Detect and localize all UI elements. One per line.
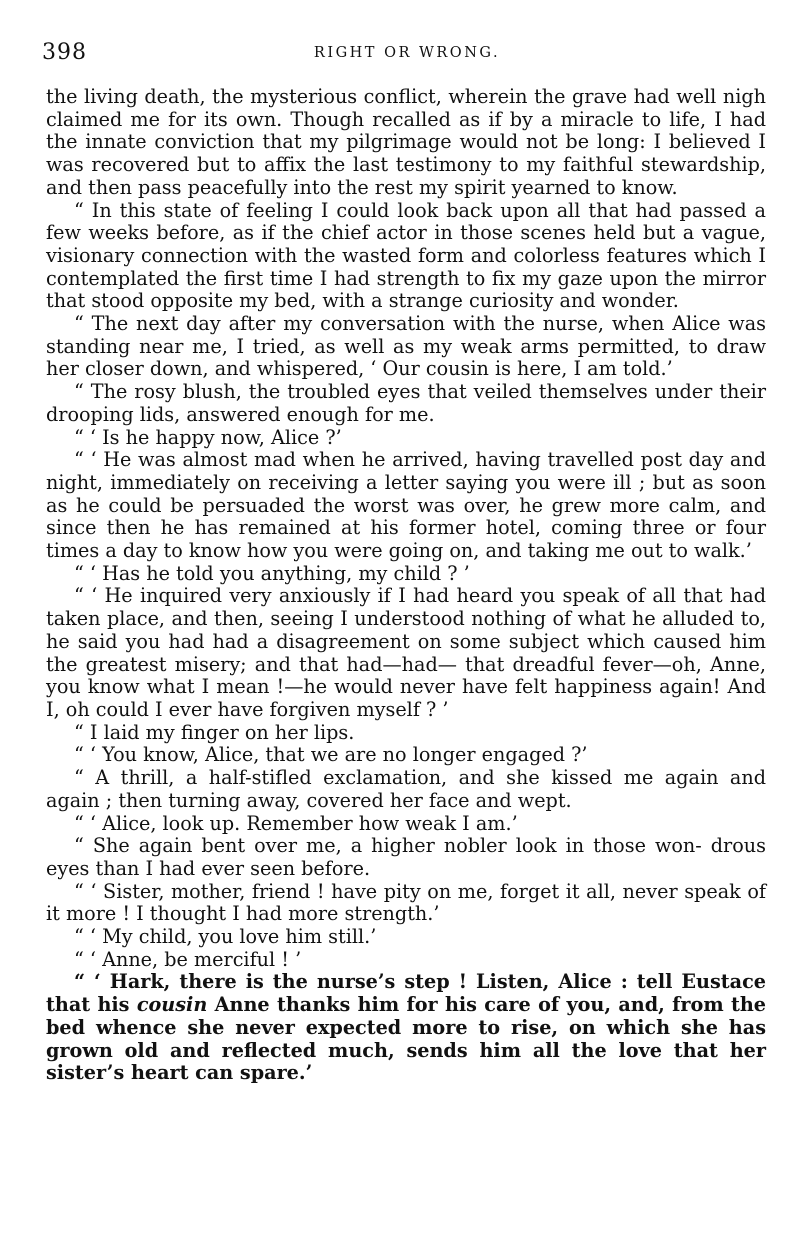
paragraph: the living death, the mysterious conflict, wherein the grave had well nigh claimed me for its own. Though recalled as if by a miracle to life, I had the innate conviction that my pilgrimage would not be long: I believed I was recovered but to affix the last testimony to my faithful stewardship, and then pass peacefully into the rest my spirit yearned to know. xyxy=(46,85,766,199)
paragraph: “ The rosy blush, the troubled eyes that veiled themselves under their drooping lids, answered enough for me. xyxy=(46,380,766,426)
emphasized-word: cousin xyxy=(136,993,208,1017)
running-title: RIGHT OR WRONG. xyxy=(313,45,501,61)
paragraph: “ A thrill, a half-stifled exclamation, and she kissed me again and again ; then turning away, covered her face and wept. xyxy=(46,766,766,812)
paragraph: “ She again bent over me, a higher nobler look in those won- drous eyes than I had ever seen before. xyxy=(46,834,766,880)
paragraph: “ ‘ Anne, be merciful ! ’ xyxy=(74,947,302,971)
final-paragraph xyxy=(46,971,766,1085)
paragraph: “ ‘ He was almost mad when he arrived, having travelled post day and night, immediately on receiving a letter saying you were ill ; but as soon as he could be persuaded the worst was over, he grew more calm, and since then he has remained at his former hotel, coming three or four times a day to know how you were going on, and taking me out to walk.’ xyxy=(46,448,766,563)
paragraph: “ In this state of feeling I could look back upon all that had passed a few weeks before, as if the chief actor in those scenes held but a vague, visionary connection with the wasted form and colorless features which I contemplated the first time I had strength to fix my gaze upon the mirror that stood opposite my bed, with a strange curiosity and wonder. xyxy=(46,198,766,313)
paragraph: “ The next day after my conversation with the nurse, when Alice was standing near me, I tried, as well as my weak arms permitted, to draw her closer down, and whispered, ‘ Our cousin is here, I am told.’ xyxy=(46,312,766,381)
paragraph: “ ‘ Alice, look up. Remember how weak I am.’ xyxy=(74,811,518,835)
paragraph: “ ‘ He inquired very anxiously if I had heard you speak of all that had taken place, and then, seeing I understood nothing of what he alluded to, he said you had had a disagreement on some subject which caused him the greatest misery; and that had—had— that dreadful fever—oh, Anne, you know what I mean !—he would never have felt happiness again! And I, oh could I ever have forgiven myself ? ’ xyxy=(46,584,766,721)
paragraph: “ ‘ Sister, mother, friend ! have pity on me, forget it all, never speak of it more ! I thought I had more strength.’ xyxy=(46,879,766,926)
page-header xyxy=(42,40,772,70)
paragraph: “ ‘ Has he told you anything, my child ? ’ xyxy=(74,561,470,585)
paragraph: “ ‘ You know, Alice, that we are no longer engaged ?’ xyxy=(74,743,588,767)
body-text xyxy=(46,86,766,1085)
final-paragraph-end: Anne thanks him for his care of you, and, from the bed whence she never expected more to rise, on which she has grown old and reflected much, sends him all the love that her sister’s heart can spare.’ xyxy=(46,993,766,1085)
paragraph: “ I laid my finger on her lips. xyxy=(74,720,355,744)
final-paragraph-start: “ ‘ Hark, there is the nurse’s step ! Listen, Alice : tell Eustace that his xyxy=(46,970,766,1017)
paragraph: “ ‘ My child, you love him still.’ xyxy=(74,925,377,949)
paragraph: “ ‘ Is he happy now, Alice ?’ xyxy=(74,425,342,449)
page-number: 398 xyxy=(42,40,87,65)
